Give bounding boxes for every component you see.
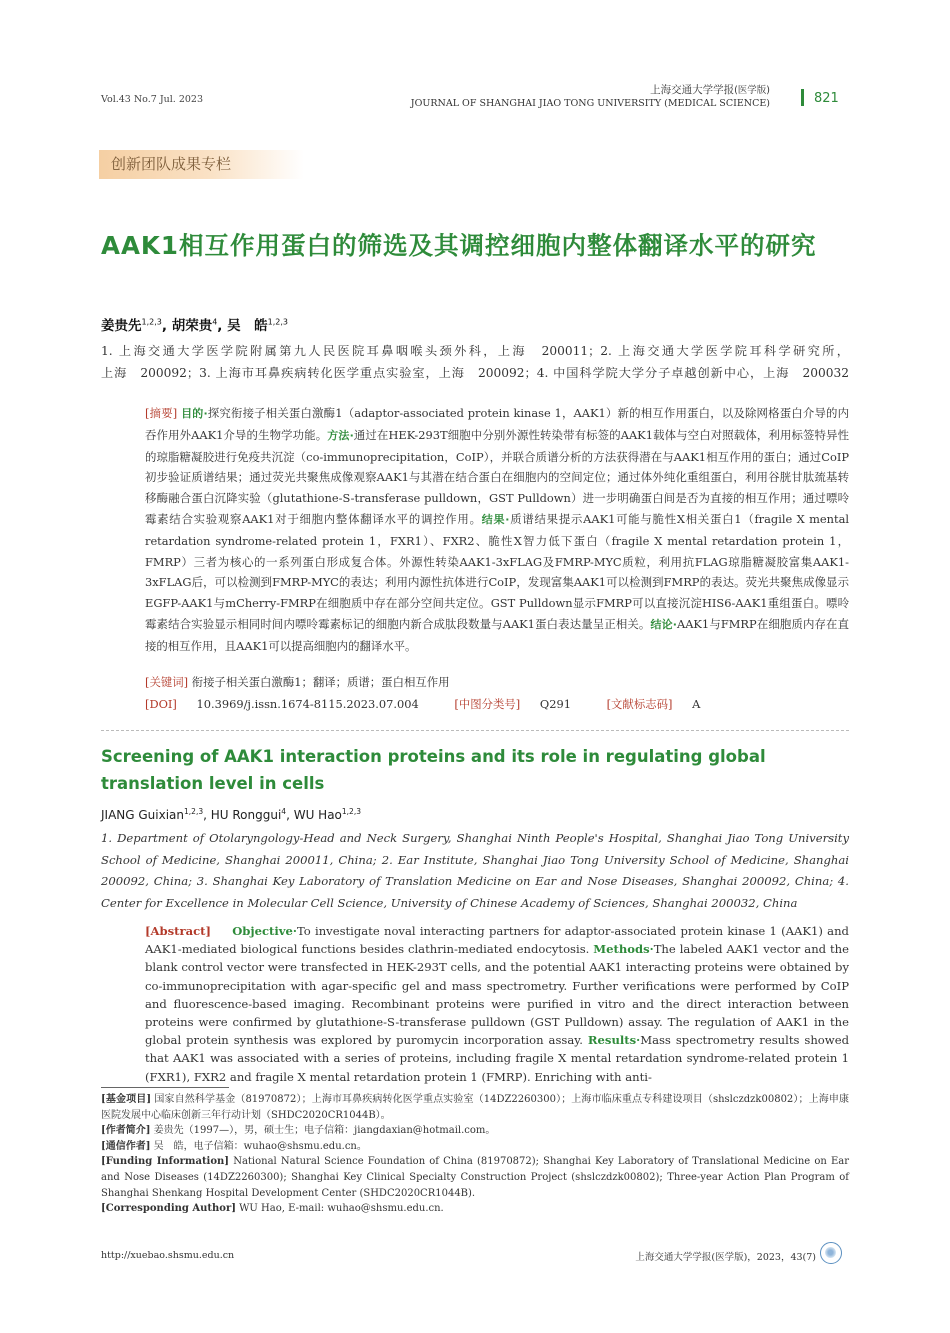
abstract-en bbox=[145, 922, 849, 1086]
footnote-rule bbox=[101, 1087, 229, 1088]
doi-value[interactable]: 10.3969/j.issn.1674-8115.2023.07.004 bbox=[196, 697, 419, 711]
doc-code-value: A bbox=[692, 697, 701, 711]
author-name: 姜贵先 bbox=[101, 318, 142, 334]
journal-header bbox=[411, 84, 770, 110]
article-title-cn: AAK1相互作用蛋白的筛选及其调控细胞内整体翻译水平的研究 bbox=[101, 231, 817, 260]
footnote-funding-cn: [基金项目] 国家自然科学基金（81970872）；上海市耳鼻疾病转化医学重点实验室（14DZ2260300）；上海市临床重点专科建设项目（shslczdzk00802）；上海申康医院发展中心临床创新三年行动计划（SHDC2020CR1044B）。 bbox=[101, 1094, 850, 1121]
journal-name-cn: 上海交通大学学报(医学版) bbox=[650, 84, 770, 96]
journal-name-en: JOURNAL OF SHANGHAI JIAO TONG UNIVERSITY (MEDICAL SCIENCE) bbox=[410, 98, 770, 109]
objective-text: 探究衔接子相关蛋白激酶1（adaptor-associated protein kinase 1，AAK1）新的相互作用蛋白，以及除网格蛋白介导的内吞作用外AAK1介导的生物学功能。 bbox=[145, 406, 850, 442]
conclusion-text: AAK1与FMRP在细胞质内存在直接的相互作用，且AAK1可以提高细胞内的翻译水平。 bbox=[145, 616, 849, 653]
results-label: 结果· bbox=[481, 512, 510, 526]
author-name: JIANG Guixian bbox=[101, 808, 185, 822]
objective-label: 目的· bbox=[181, 407, 208, 420]
footnotes bbox=[101, 1092, 849, 1217]
journal-url[interactable]: http://xuebao.shsmu.edu.cn bbox=[101, 1250, 235, 1261]
journal-logo-icon bbox=[820, 1242, 842, 1264]
section-divider bbox=[101, 730, 849, 731]
methods-text-en: The labeled AAK1 vector and the blank control vector were transfected in HEK-293T cells, and the potential AAK1 interacting proteins were obtained by co-immunoprecipitation with agar-specific gel and mass spectrometry. Further verifications were performed by CoIP and fluorescence-based imaging. Recombinant proteins were purified in vitro and the direct interaction between proteins were confirmed by glutathione-S-transferase pulldown (GST Pulldown) assay. The regulation of AAK1 in the global protein synthesis was explored by puromycin incorporation assay. bbox=[145, 942, 850, 1048]
methods-label-en: Methods· bbox=[593, 942, 654, 957]
doi-row bbox=[145, 696, 732, 712]
footnote-funding-en: [Funding Information] National Natural Science Foundation of China (81970872); Shanghai Key Laboratory of Translational Medicine on Ear and Nose Diseases (14DZ2260300); Shanghai Key Clinical Specialty Construction Project (shslczdzk00802); Three-year Action Plan Program of Shanghai Shenkang Hospital Development Center (SHDC2020CR1044B). bbox=[101, 1156, 849, 1199]
author-name: HU Ronggui bbox=[210, 808, 282, 822]
authors-en: JIANG Guixian$^{1,2,3}$, HU Ronggui$^4$, WU Hao$^{1,2,3}$ bbox=[101, 807, 361, 822]
footnote-corresponding-cn: [通信作者] 吴 皓，电子信箱：wuhao@shsmu.edu.cn。 bbox=[101, 1140, 367, 1152]
page-number: 821 bbox=[814, 91, 839, 106]
keywords-text: 衔接子相关蛋白激酶1；翻译；质谱；蛋白相互作用 bbox=[191, 675, 450, 689]
methods-label: 方法· bbox=[327, 428, 354, 442]
doc-code-label: [文献标志码] bbox=[606, 697, 673, 711]
abstract-label: [摘要] bbox=[145, 406, 178, 420]
clc-value: Q291 bbox=[539, 697, 571, 711]
journal-volume: Vol.43 No.7 Jul. 2023 bbox=[101, 94, 204, 105]
affiliations-cn: 1. 上海交通大学医学院附属第九人民医院耳鼻咽喉头颈外科，上海 200011；2. 上海交通大学医学院耳科学研究所， 上海 200092；3. 上海市耳鼻疾病转化医学重点实验室，上海 200092；4. 中国科学院大学分子卓越创新中心，上海 200032 bbox=[101, 344, 849, 380]
objective-text-en: To investigate noval interacting partners for adaptor-associated protein kinase 1 (AAK1) and AAK1-mediated biological functions besides clathrin-mediated endocytosis. bbox=[145, 924, 849, 957]
header-divider-bar bbox=[801, 89, 804, 106]
column-tag: 创新团队成果专栏 bbox=[99, 150, 304, 179]
keywords-label: [关键词] bbox=[145, 675, 189, 689]
author-name: 胡荣贵 bbox=[171, 318, 213, 334]
affiliations-en: 1. Department of Otolaryngology-Head and Neck Surgery, Shanghai Ninth People's Hospital, Shanghai Jiao Tong University School of Medicine, Shanghai 200011, China; 2. Ear Institute, Shanghai Jiao Tong University School of Medicine, Shanghai 200092, China; 3. Shanghai Key Laboratory of Translation Medicine on Ear and Nose Diseases, Shanghai 200092, China; 4. Center for Excellence in Molecular Cell Science, University of Chinese Academy of Sciences, Shanghai 200032, China bbox=[101, 831, 849, 910]
results-text: 质谱结果提示AAK1可能与脆性X相关蛋白1（fragile X mental retardation syndrome-related protein 1，FXR1）、FXR2、脆性X智力低下蛋白（fragile X mental retardation protein 1，FMRP）三者为核心的一系列蛋白形成复合体。外源性转染AAK1-3xFLAG及FMRP-MYC质粒，利用抗FLAG琼脂糖凝胶富集AAK1-3xFLAG后，可以检测到FMRP-MYC的表达；利用内源性抗体进行CoIP，发现富集AAK1可以检测到FMRP的表达。荧光共聚焦成像显示EGFP-AAK1与mCherry-FMRP在细胞质中存在部分空间共定位。GST Pulldown显示FMRP可以直接沉淀HIS6-AAK1重组蛋白。嘌呤霉素结合实验显示相同时间内嘌呤霉素标记的细胞内新合成肽段数量与AAK1蛋白表达量呈正相关。 bbox=[145, 511, 849, 631]
keywords-cn bbox=[145, 674, 450, 690]
footnote-corresponding-en: [Corresponding Author] WU Hao, E-mail: wuhao@shsmu.edu.cn. bbox=[101, 1203, 444, 1215]
conclusion-label: 结论· bbox=[650, 617, 677, 631]
abstract-cn bbox=[145, 403, 849, 657]
objective-label-en: Objective· bbox=[232, 924, 297, 938]
doi-label: [DOI] bbox=[145, 697, 177, 711]
methods-text: 通过在HEK-293T细胞中分别外源性转染带有标签的AAK1载体与空白对照载体，利用标签特异性的琼脂糖凝胶进行免疫共沉淀（co-immunoprecipitation，CoIP），并联合质谱分析的方法获得潜在与AAK1相互作用的蛋白；通过CoIP初步验证质谱结果；通过荧光共聚焦成像观察AAK1与其潜在结合蛋白在细胞内的空间定位；通过体外纯化重组蛋白，利用谷胱甘肽巯基转移酶融合蛋白沉降实验（glutathione-S-transferase pulldown，GST Pulldown）进一步明确蛋白间是否为直接的相互作用；通过嘌呤霉素结合实验观察AAK1对于细胞内整体翻译水平的调控作用。 bbox=[145, 427, 849, 526]
results-label-en: Results· bbox=[587, 1033, 641, 1048]
footnote-author-bio: [作者简介] 姜贵先（1997—），男，硕士生；电子信箱：jiangdaxian@hotmail.com。 bbox=[101, 1125, 496, 1137]
clc-label: [中图分类号] bbox=[454, 697, 521, 711]
authors-cn: 姜贵先$^{1,2,3}$, 胡荣贵$^4$, 吴 皓$^{1,2,3}$ bbox=[101, 317, 288, 334]
abstract-label-en: [Abstract] bbox=[145, 924, 211, 938]
footer-citation: 上海交通大学学报(医学版)，2023，43(7) bbox=[635, 1252, 816, 1263]
article-title-en: Screening of AAK1 interaction proteins and its role in regulating global translation level in cells bbox=[101, 747, 766, 793]
author-name: WU Hao bbox=[293, 808, 342, 822]
results-text-en: Mass spectrometry results showed that AAK1 was associated with a series of proteins, including fragile X mental retardation syndrome-related protein 1 (FXR1), FXR2 and fragile X mental retardation protein 1 (FMRP). Enriching with anti- bbox=[145, 1033, 849, 1084]
author-name: 吴 皓 bbox=[227, 318, 268, 334]
